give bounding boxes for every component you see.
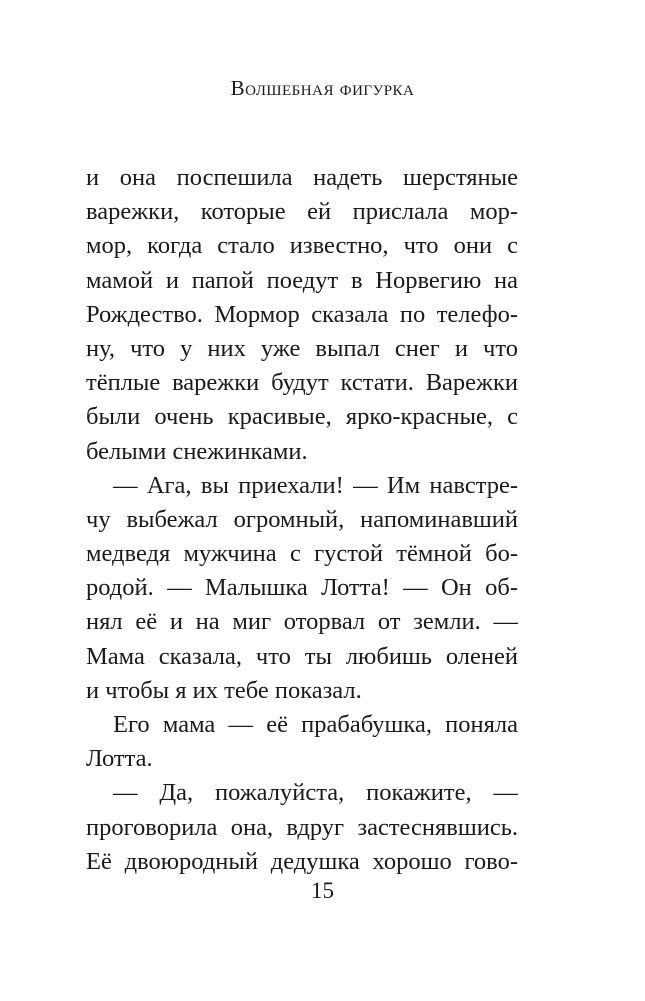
text-line: белыми снежинками.	[86, 437, 308, 465]
text-line: Мама сказала, что ты любишь оленей	[86, 642, 518, 670]
text-line: Лотта.	[86, 745, 153, 773]
text-line: проговорила она, вдруг застеснявшись.	[86, 813, 518, 841]
text-line: нял её и на миг оторвал от земли. —	[86, 608, 518, 636]
text-line: чу выбежал огромный, напоминавший	[86, 505, 518, 533]
body-text	[86, 161, 518, 879]
text-line: были очень красивые, ярко-красные, с	[86, 403, 518, 431]
text-line: мамой и папой поедут в Норвегию на	[86, 266, 518, 294]
text-line: — Да, пожалуйста, покажите, —	[113, 779, 518, 807]
text-line: и чтобы я их тебе показал.	[86, 676, 362, 704]
page-number: 15	[311, 878, 334, 903]
text-line: варежки, которые ей прислала мор-	[86, 198, 518, 226]
text-line: Её двоюродный дедушка хорошо гово-	[86, 847, 518, 875]
text-line: ну, что у них уже выпал снег и что	[86, 334, 518, 362]
text-line: Его мама — её прабабушка, поняла	[113, 711, 518, 738]
text-line: родой. — Малышка Лотта! — Он об-	[86, 574, 518, 602]
text-line: Рождество. Мормор сказала по телефо-	[86, 300, 518, 328]
text-line: тёплые варежки будут кстати. Варежки	[86, 369, 518, 397]
text-line: — Ага, вы приехали! — Им навстре-	[113, 471, 518, 499]
running-header: Волшебная фигурка	[230, 76, 415, 100]
text-line: мор, когда стало известно, что они с	[86, 232, 518, 260]
text-line: и она поспешила надеть шерстяные	[86, 164, 518, 191]
text-line: медведя мужчина с густой тёмной бо-	[86, 540, 518, 568]
